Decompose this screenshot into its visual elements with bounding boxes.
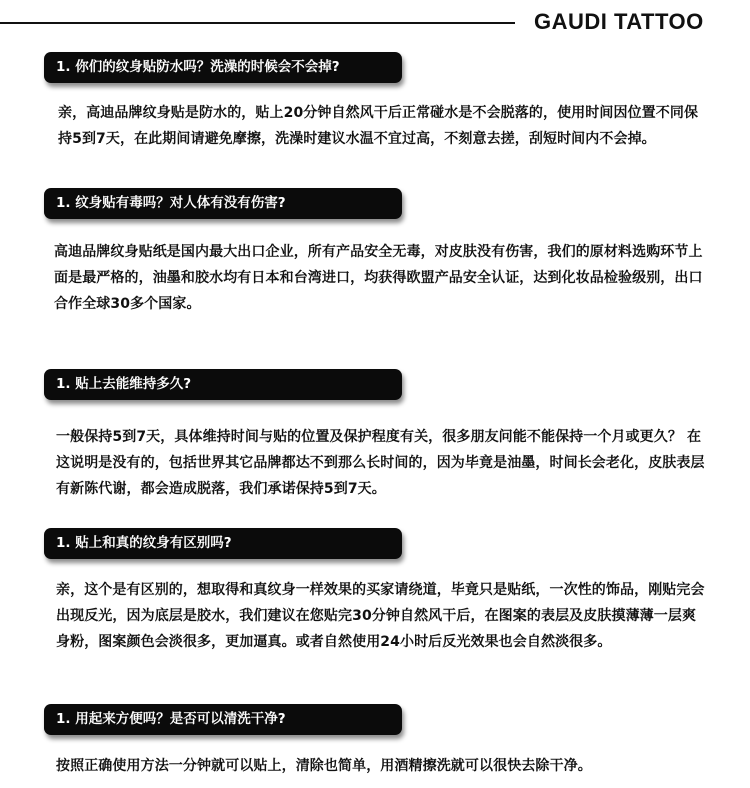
brand-title: GAUDI TATTOO [534, 9, 704, 34]
faq-answer-2: 高迪品牌纹身贴纸是国内最大出口企业，所有产品安全无毒，对皮肤没有伤害，我们的原材料选购环节上面是最严格的，油墨和胶水均有日本和台湾进口，均获得欧盟产品安全认证，达到化妆品检验级别，出口合作全球30多个国家。 [54, 244, 703, 312]
faq-answer-4: 亲，这个是有区别的，想取得和真纹身一样效果的买家请绕道，毕竟只是贴纸，一次性的饰品，刚贴完会出现反光，因为底层是胶水，我们建议在您贴完30分钟自然风干后，在图案的表层及皮肤摸薄薄一层爽身粉，图案颜色会淡很多，更加逼真。或者自然使用24小时后反光效果也会自然淡很多。 [56, 582, 705, 650]
faq-question-4: 1. 贴上和真的纹身有区别吗? [44, 528, 402, 559]
header-rule [0, 22, 515, 24]
faq-question-1: 1. 你们的纹身贴防水吗？洗澡的时候会不会掉? [44, 52, 402, 83]
faq-question-2: 1. 纹身贴有毒吗？对人体有没有伤害? [44, 188, 402, 219]
faq-question-5: 1. 用起来方便吗？是否可以清洗干净? [44, 704, 402, 735]
faq-question-3: 1. 贴上去能维持多久? [44, 369, 402, 400]
faq-answer-3: 一般保持5到7天，具体维持时间与贴的位置及保护程度有关，很多朋友问能不能保持一个月或更久？ 在这说明是没有的，包括世界其它品牌都达不到那么长时间的，因为毕竟是油墨，时间长会老化，皮肤表层有新陈代谢，都会造成脱落，我们承诺保持5到7天。 [56, 429, 705, 497]
faq-answer-5: 按照正确使用方法一分钟就可以贴上，清除也简单，用酒精擦洗就可以很快去除干净。 [56, 758, 592, 774]
faq-answer-1: 亲，高迪品牌纹身贴是防水的，贴上20分钟自然风干后正常碰水是不会脱落的，使用时间因位置不同保持5到7天，在此期间请避免摩擦，洗澡时建议水温不宜过高，不刻意去搓，刮短时间内不会掉。 [58, 105, 699, 147]
